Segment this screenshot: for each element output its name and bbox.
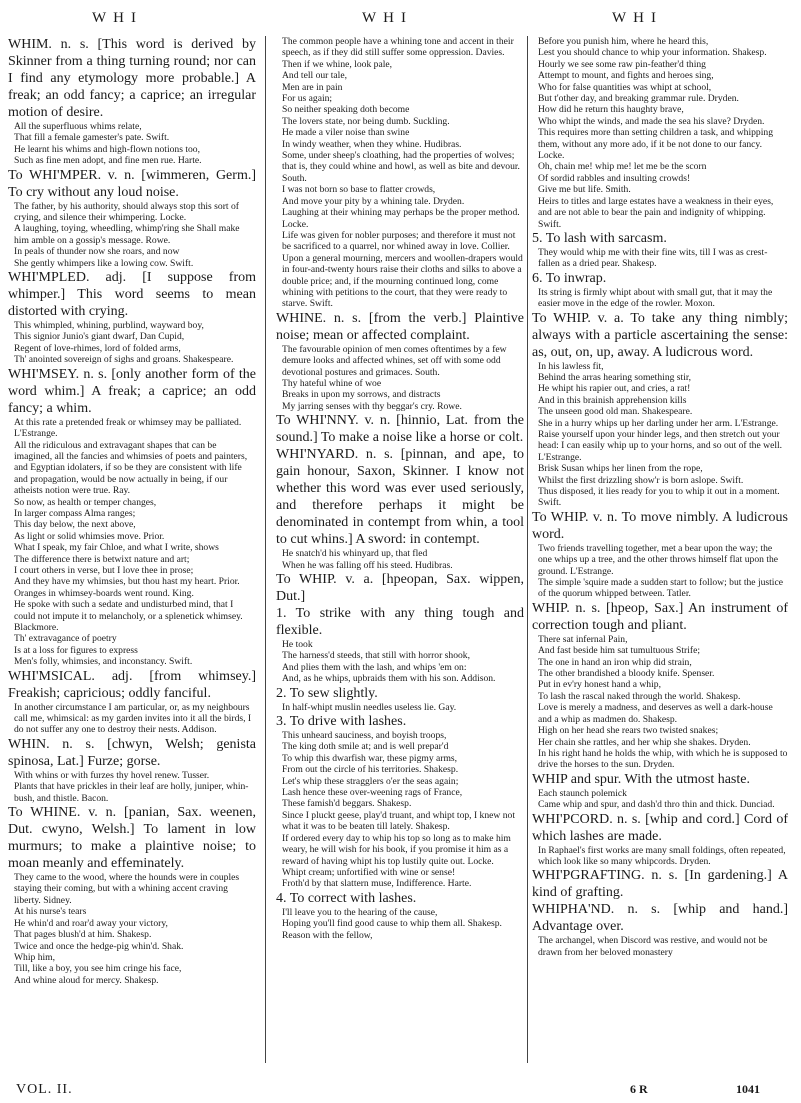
entry-quotation: This whimpled, whining, purblind, wayward boy, [14,320,204,332]
entry-quotation: As light or solid whimsies move. Prior. [14,530,165,542]
entry-quotation: Who for false quantities was whipt at school, [538,81,712,93]
entry-quotation: With whins or with furzes thy hovel renew. Tusser. [14,769,210,781]
entry-quotation: Heirs to titles and large estates have a weakness in their eyes, and are not able to bear the pain and indignity of whipping. Swift. [538,195,774,230]
entry-quotation: The one in hand an iron whip did strain, [538,656,692,668]
entry-quotation: That fill a female gamester's pate. Swift. [14,132,170,144]
entry-quotation: In Raphael's first works are many small foldings, often repeated, which look like so many whipcords. Dryden. [538,844,786,867]
entry-quotation: He whipt his rapier out, and cries, a rat! [538,383,691,395]
page-number: 1041 [736,1082,760,1096]
entry-quotation: In peals of thunder now she roars, and now [14,246,180,258]
entry-quotation: Is at a loss for figures to express [14,644,138,656]
entry-headword: 2. To sew slightly. [276,685,378,701]
entry-quotation: Put in ev'ry honest hand a whip, [538,679,661,691]
page-footer [0,1082,801,1098]
entry-quotation: Her chain she rattles, and her whip she shakes. Dryden. [538,736,751,748]
entry-quotation: He took [282,639,313,650]
entry-headword: 3. To drive with lashes. [276,714,407,730]
entry-quotation: The simple 'squire made a sudden start to follow; but the justice of the quorum whipped between. Tatler. [538,577,783,600]
entry-quotation: So neither speaking doth become [282,104,410,116]
entry-quotation: Each staunch polemick [538,787,627,799]
entry-headword: 6. To inwrap. [532,270,607,286]
entry-quotation: She gently whimpers like a lowing cow. Swift. [14,257,194,269]
entry-quotation: My jarring senses with thy beggar's cry. Rowe. [282,400,462,412]
entry-headword: To WHIP. v. n. To move nimbly. A ludicrous word. [532,509,788,542]
entry-quotation: But t'other day, and breaking grammar rule. Dryden. [538,93,739,105]
entry-quotation: He made a viler noise than swine [282,127,410,139]
entry-quotation: I was not born so base to flatter crowds, [282,184,436,196]
entry-headword: WHI'NYARD. n. s. [pinnan, and ape, to gain honour, Saxon, Skinner. I know not whether this word was ever used seriously, and therefore perhaps it might be denominated in contempt from whin, a tool to cut whins.] A sword: in contempt. [276,447,524,548]
entry-headword: To WHINE. v. n. [panian, Sax. weenen, Dut. cwyno, Welsh.] To lament in low murmurs; to make a plaintive noise; to moan meanly and effeminately. [8,805,256,872]
entry-quotation: Th' anointed sovereign of sighs and groans. Shakespeare. [14,354,234,366]
entry-quotation: What I speak, my fair Chloe, and what I write, shows [14,542,219,554]
entry-quotation: Let's whip these stragglers o'er the seas again; [282,775,459,787]
entry-quotation: In half-whipt muslin needles useless lie. Gay. [282,701,457,713]
entry-quotation: Whilst the first drizzling show'r is born aslope. Swift. [538,474,744,486]
entry-quotation: Oranges in whimsey-boards went round. King. [14,587,194,599]
entry-quotation: This signior Junio's giant dwarf, Dan Cupid, [14,331,185,343]
header-center: WHI [362,10,413,26]
running-header [0,10,801,30]
entry-headword: 4. To correct with lashes. [276,890,417,906]
entry-quotation: Its string is firmly whipt about with small gut, that it may the easier move in the edge of the rowler. Moxon. [538,286,773,310]
entry-quotation: Then if we whine, look pale, [282,58,393,70]
entry-quotation: To lash the rascal naked through the world. Shakesp. [538,690,741,702]
entry-quotation: He spoke with such a sedate and undisturbed mind, that I could not impute it to melancholy, or a splenetick whimsey. Blackmore. [14,599,243,633]
entry-quotation: Raise yourself upon your hinder legs, and then stretch out your head: I can easily whip up to your horns, and so out of the well. L'Estrange. [538,428,783,463]
entry-quotation: To whip this dwarfish war, these pigmy arms, [282,752,458,764]
entry-quotation: The difference there is betwixt nature and art; [14,553,190,565]
entry-quotation: Such as fine men adopt, and fine men rue. Harte. [14,155,202,167]
entry-quotation: Lash hence these over-weening rags of France, [282,787,463,799]
entry-quotation: The lovers state, nor being dumb. Suckling. [282,115,450,127]
entry-quotation: Plants that have prickles in their leaf are holly, juniper, whin-bush, and thistle. Bacon. [14,781,249,804]
entry-headword: To WHIP. v. a. To take any thing nimbly; always with a particle ascertaining the sense: as, out, on, up, away. A ludicrous word. [532,310,788,360]
entry-quotation: In larger compass Alma ranges; [14,507,136,519]
entry-quotation: The unseen good old man. Shakespeare. [538,406,693,418]
entry-quotation: At his nurse's tears [14,906,87,918]
entry-quotation: Since I pluckt geese, play'd truant, and whipt top, I knew not what it was to be beaten till lately. Shakesp. [282,809,515,833]
column-2 [276,36,524,1073]
entry-quotation: The father, by his authority, should always stop this sort of crying, and silence their whimpering. Locke. [14,200,239,224]
entry-quotation: In his lawless fit, [538,360,604,372]
entry-quotation: And plies them with the lash, and whips 'em on: [282,661,467,673]
entry-headword: To WHI'MPER. v. n. [wimmeren, Germ.] To cry without any loud noise. [8,167,256,200]
entry-quotation: Who whipt the winds, and made the sea his slave? Dryden. [538,115,765,127]
entry-quotation: Before you punish him, where he heard this, [538,36,709,47]
entry-headword: To WHI'NNY. v. n. [hinnio, Lat. from the sound.] To make a noise like a horse or colt. [276,413,524,446]
entry-quotation: They came to the wood, where the hounds were in couples staying their coming, but with a whining accent craving liberty. Sidney. [14,872,240,906]
entry-quotation: The common people have a whining tone and accent in their speech, as if they did still suffer some oppression. Davies. [282,36,514,59]
entry-quotation: She in a hurry whips up her darling under her arm. L'Estrange. [538,417,779,429]
entry-quotation: Th' extravagance of poetry [14,633,117,645]
entry-quotation: I court others in verse, but I love thee in prose; [14,564,194,576]
entry-headword: WHI'MPLED. adj. [I suppose from whimper.] This word seems to mean distorted with crying. [8,270,256,320]
entry-quotation: In his right hand he holds the whip, with which he is supposed to drive the horses to the sun. Dryden. [538,747,788,771]
entry-quotation: Breaks in upon my sorrows, and distracts [282,389,441,401]
entry-quotation: High on her head she rears two twisted snakes; [538,725,719,737]
entry-quotation: The archangel, when Discord was restive, and would not be drawn from her beloved monastery [538,935,768,958]
entry-quotation: In another circumstance I am particular, or, as my neighbours call me, whimsical: as my garden invites into it all the birds, I do not suffer any one to destroy their nests. Addison. [14,701,252,736]
header-right: WHI [612,10,663,26]
entry-quotation: And tell our tale, [282,70,348,82]
entry-quotation: And move your pity by a whining tale. Dryden. [282,195,465,207]
entry-quotation: And, as he whips, upbraids them with his son. Addison. [282,673,496,685]
entry-quotation: A laughing, toying, wheedling, whimp'ring she Shall make him amble on a gossip's message. Rowe. [14,223,240,246]
entry-headword: To WHIP. v. a. [hpeopan, Sax. wippen, Dut.] [276,572,524,604]
entry-quotation: Oh, chain me! whip me! let me be the scorn [538,161,707,173]
entry-quotation: Attempt to mount, and fights and heroes sing, [538,70,714,82]
entry-quotation: Love is merely a madness, and deserves as well a dark-house and a whip as madmen do. Shakesp. [538,702,773,725]
volume-label: VOL. II. [16,1082,73,1097]
entry-headword: WHI'PCORD. n. s. [whip and cord.] Cord of which lashes are made. [532,811,788,844]
entry-quotation: This unheard sauciness, and boyish troops, [282,730,447,742]
entry-quotation: Men's folly, whimsies, and inconstancy. Swift. [14,656,193,668]
entry-quotation: Some, under sheep's cloathing, had the properties of wolves; that is, they could whine and howl, as well as bite and devour. South. [282,150,520,184]
entry-quotation: Two friends travelling together, met a bear upon the way; the one whips up a tree, and the other throws himself flat upon the ground. L'Estrange. [538,542,779,577]
column-3 [532,36,788,1073]
entry-quotation: Give me but life. Smith. [538,184,631,196]
entry-headword: WHIN. n. s. [chwyn, Welsh; genista spinosa, Lat.] Furze; gorse. [8,736,256,769]
entry-quotation: When he was falling off his steed. Hudibras. [282,559,453,571]
entry-quotation: Men are in pain [282,81,343,93]
entry-headword: WHI'PGRAFTING. n. s. [In gardening.] A kind of grafting. [532,868,788,901]
entry-quotation: They would whip me with their fine wits, till I was as crest-fallen as a dried pear. Shakesp. [538,246,768,270]
entry-quotation: If ordered every day to whip his top so long as to make him weary, he will wish for his book, if you promise it him as a reward of having whipt his top lustily quite out. Locke. [282,832,511,867]
entry-quotation: And fast beside him sat tumultuous Strife; [538,645,701,657]
entry-quotation: Thy hateful whine of woe [282,377,382,389]
column-divider [527,36,528,1063]
entry-quotation: The other brandished a bloody knife. Spenser. [538,668,715,680]
entry-quotation: Till, like a boy, you see him cringe his face, [14,963,182,975]
entry-quotation: At this rate a pretended freak or whimsey may be palliated. L'Estrange. [14,416,242,440]
entry-quotation: Whipt cream; unfortified with wine or sense! [282,866,456,878]
entry-headword: WHIPHA'ND. n. s. [whip and hand.] Advantage over. [532,902,788,935]
entry-headword: 1. To strike with any thing tough and flexible. [276,606,524,638]
entry-quotation: Regent of love-rhimes, lord of folded arms, [14,342,181,354]
entry-quotation: All the ridiculous and extravagant shapes that can be imagined, all the fancies and whimsies of poets and painters, and Egyptian idolaters, if so be they are consistent with life and propagation, would be now actually in being, if our atheists notion were true. Ray. [14,439,248,497]
entry-quotation: Life was given for nobler purposes; and therefore it must not be sacrificed to a quarrel, nor whined away in love. Collier. [282,229,516,253]
entry-quotation: Upon a general mourning, mercers and woollen-drapers would in four-and-twenty hours raise their cloths and silks to above a double price; and, if the mourning continued long, come whining with petitions to the court, that they were ready to starve. Swift. [282,252,523,310]
entry-quotation: That pages blush'd at him. Shakesp. [14,929,152,941]
header-left: WHI [92,10,143,26]
entry-quotation: Came whip and spur, and dash'd thro thin and thick. Dunciad. [538,799,775,811]
column-divider [265,36,266,1063]
entry-quotation: Behind the arras hearing something stir, [538,371,692,383]
entry-quotation: He snatch'd his whinyard up, that fled [282,548,428,560]
entry-quotation: From out the circle of his territories. Shakesp. [282,764,459,776]
entry-quotation: He learnt his whims and high-flown notions too, [14,143,200,155]
entry-quotation: These famish'd beggars. Shakesp. [282,798,412,810]
signature-mark: 6 R [630,1082,648,1096]
entry-quotation: Reason with the fellow, [282,929,373,941]
column-1 [8,36,256,1073]
entry-quotation: The harness'd steeds, that still with horror shook, [282,650,470,662]
entry-quotation: And in this brainish apprehension kills [538,394,687,406]
entry-quotation: For us again; [282,93,333,105]
entry-headword: WHIP and spur. With the utmost haste. [532,771,750,787]
entry-quotation: The favourable opinion of men comes oftentimes by a few demure looks and affected whines, set off with some odd devotional postures and grimaces. South. [282,343,507,378]
entry-quotation: Thus disposed, it lies ready for you to whip it out in a moment. Swift. [538,486,780,509]
entry-quotation: I'll leave you to the hearing of the cause, [282,906,438,918]
entry-headword: WHI'MSEY. n. s. [only another form of the word whim.] A freak; a caprice; an odd fancy; a whim. [8,366,256,416]
entry-headword: 5. To lash with sarcasm. [532,230,667,246]
entry-quotation: Whip him, [14,951,56,963]
entry-quotation: This day below, the next above, [14,519,136,531]
entry-quotation: So now, as health or temper changes, [14,496,157,508]
entry-quotation: Laughing at their whining may perhaps be the proper method. Locke. [282,207,520,230]
entry-quotation: Lest you should chance to whip your information. Shakesp. [538,47,767,59]
entry-quotation: And whine aloud for mercy. Shakesp. [14,974,159,986]
entry-quotation: How did he return this haughty brave, [538,104,684,116]
entry-quotation: Froth'd by that slattern muse, Indifference. Harte. [282,878,472,890]
entry-quotation: Hourly we see some raw pin-feather'd thing [538,58,706,70]
entry-quotation: In windy weather, when they whine. Hudibras. [282,138,462,150]
entry-headword: WHINE. n. s. [from the verb.] Plaintive noise; mean or affected complaint. [276,310,524,343]
entry-quotation: He whin'd and roar'd away your victory, [14,917,168,929]
entry-quotation: There sat infernal Pain, [538,633,628,645]
entry-quotation: Of sordid rabbles and insulting crowds! [538,172,691,184]
entry-quotation: Brisk Susan whips her linen from the rope, [538,463,703,475]
entry-quotation: All the superfluous whims relate, [14,121,142,132]
entry-quotation: The king doth smile at; and is well prepar'd [282,741,449,753]
entry-quotation: This requires more than setting children a task, and whipping them, without any more ado, if it be not done to our fancy. Locke. [538,127,773,162]
entry-quotation: Hoping you'll find good cause to whip them all. Shakesp. [282,918,502,930]
entry-quotation: Twice and once the hedge-pig whin'd. Shak. [14,940,184,952]
entry-headword: WHI'MSICAL. adj. [from whimsey.] Freakish; capricious; oddly fanciful. [8,668,256,701]
entry-headword: WHIP. n. s. [hpeop, Sax.] An instrument of correction tough and pliant. [532,600,788,633]
entry-quotation: And they have my whimsies, but thou hast my heart. Prior. [14,576,240,588]
entry-headword: WHIM. n. s. [This word is derived by Skinner from a thing turning round; nor can I find any etymology more probable.] A freak; an odd fancy; a caprice; an irregular motion of desire. [8,37,256,120]
